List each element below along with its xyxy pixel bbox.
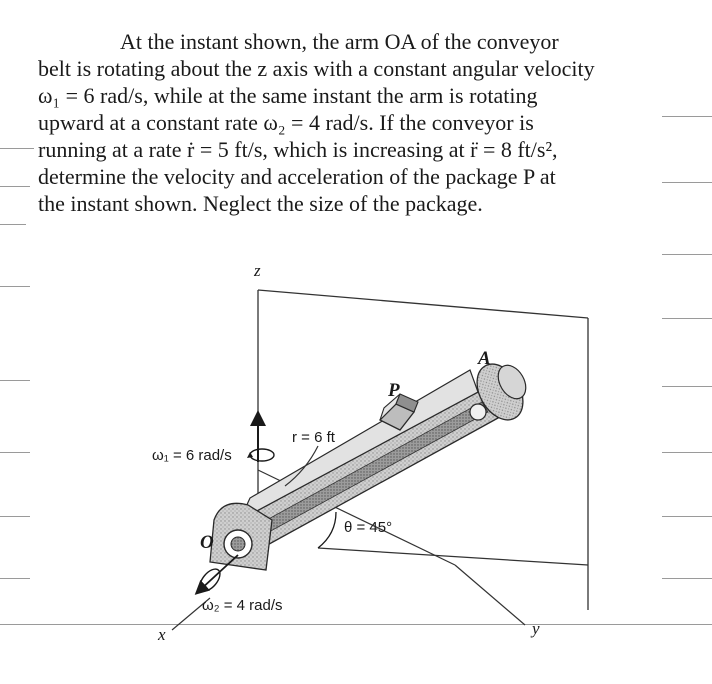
point-a-label: A — [478, 348, 491, 369]
belt-strip — [252, 402, 488, 538]
problem-line: upward at a constant rate ω₂ = 4 rad/s. If the conveyor is — [38, 110, 534, 135]
end-hub — [470, 404, 486, 420]
omega1-rotation-arrowhead — [247, 452, 253, 458]
y-axis-line — [455, 565, 525, 625]
omega2-label: ω₂ = 4 rad/s — [202, 597, 283, 614]
problem-line: running at a rate ṙ = 5 ft/s, which is increasing at r̈ = 8 ft/s², — [38, 137, 558, 162]
problem-line: ω₁ = 6 rad/s, while at the same instant the arm is rotating — [38, 83, 538, 108]
r-length-label: r = 6 ft — [292, 429, 335, 446]
base-hub-inner — [231, 537, 245, 551]
problem-line: determine the velocity and acceleration of the package P at — [38, 164, 556, 189]
package-label: P — [388, 380, 400, 401]
problem-line: At the instant shown, the arm OA of the conveyor — [120, 29, 559, 54]
z-axis-label: z — [254, 261, 261, 280]
theta-label: θ = 45° — [344, 519, 393, 536]
theta-arc — [318, 512, 336, 548]
omega1-rotation-icon — [250, 449, 274, 461]
plane-top-edge — [258, 290, 588, 318]
omega1-label: ω₁ = 6 rad/s — [152, 447, 232, 464]
problem-line: belt is rotating about the z axis with a constant angular velocity — [38, 56, 595, 81]
y-axis-label: y — [532, 619, 540, 638]
point-o-label: O — [200, 532, 214, 553]
ground-line — [318, 548, 588, 565]
x-axis-label: x — [158, 625, 166, 644]
problem-line: the instant shown. Neglect the size of the package. — [38, 191, 483, 216]
